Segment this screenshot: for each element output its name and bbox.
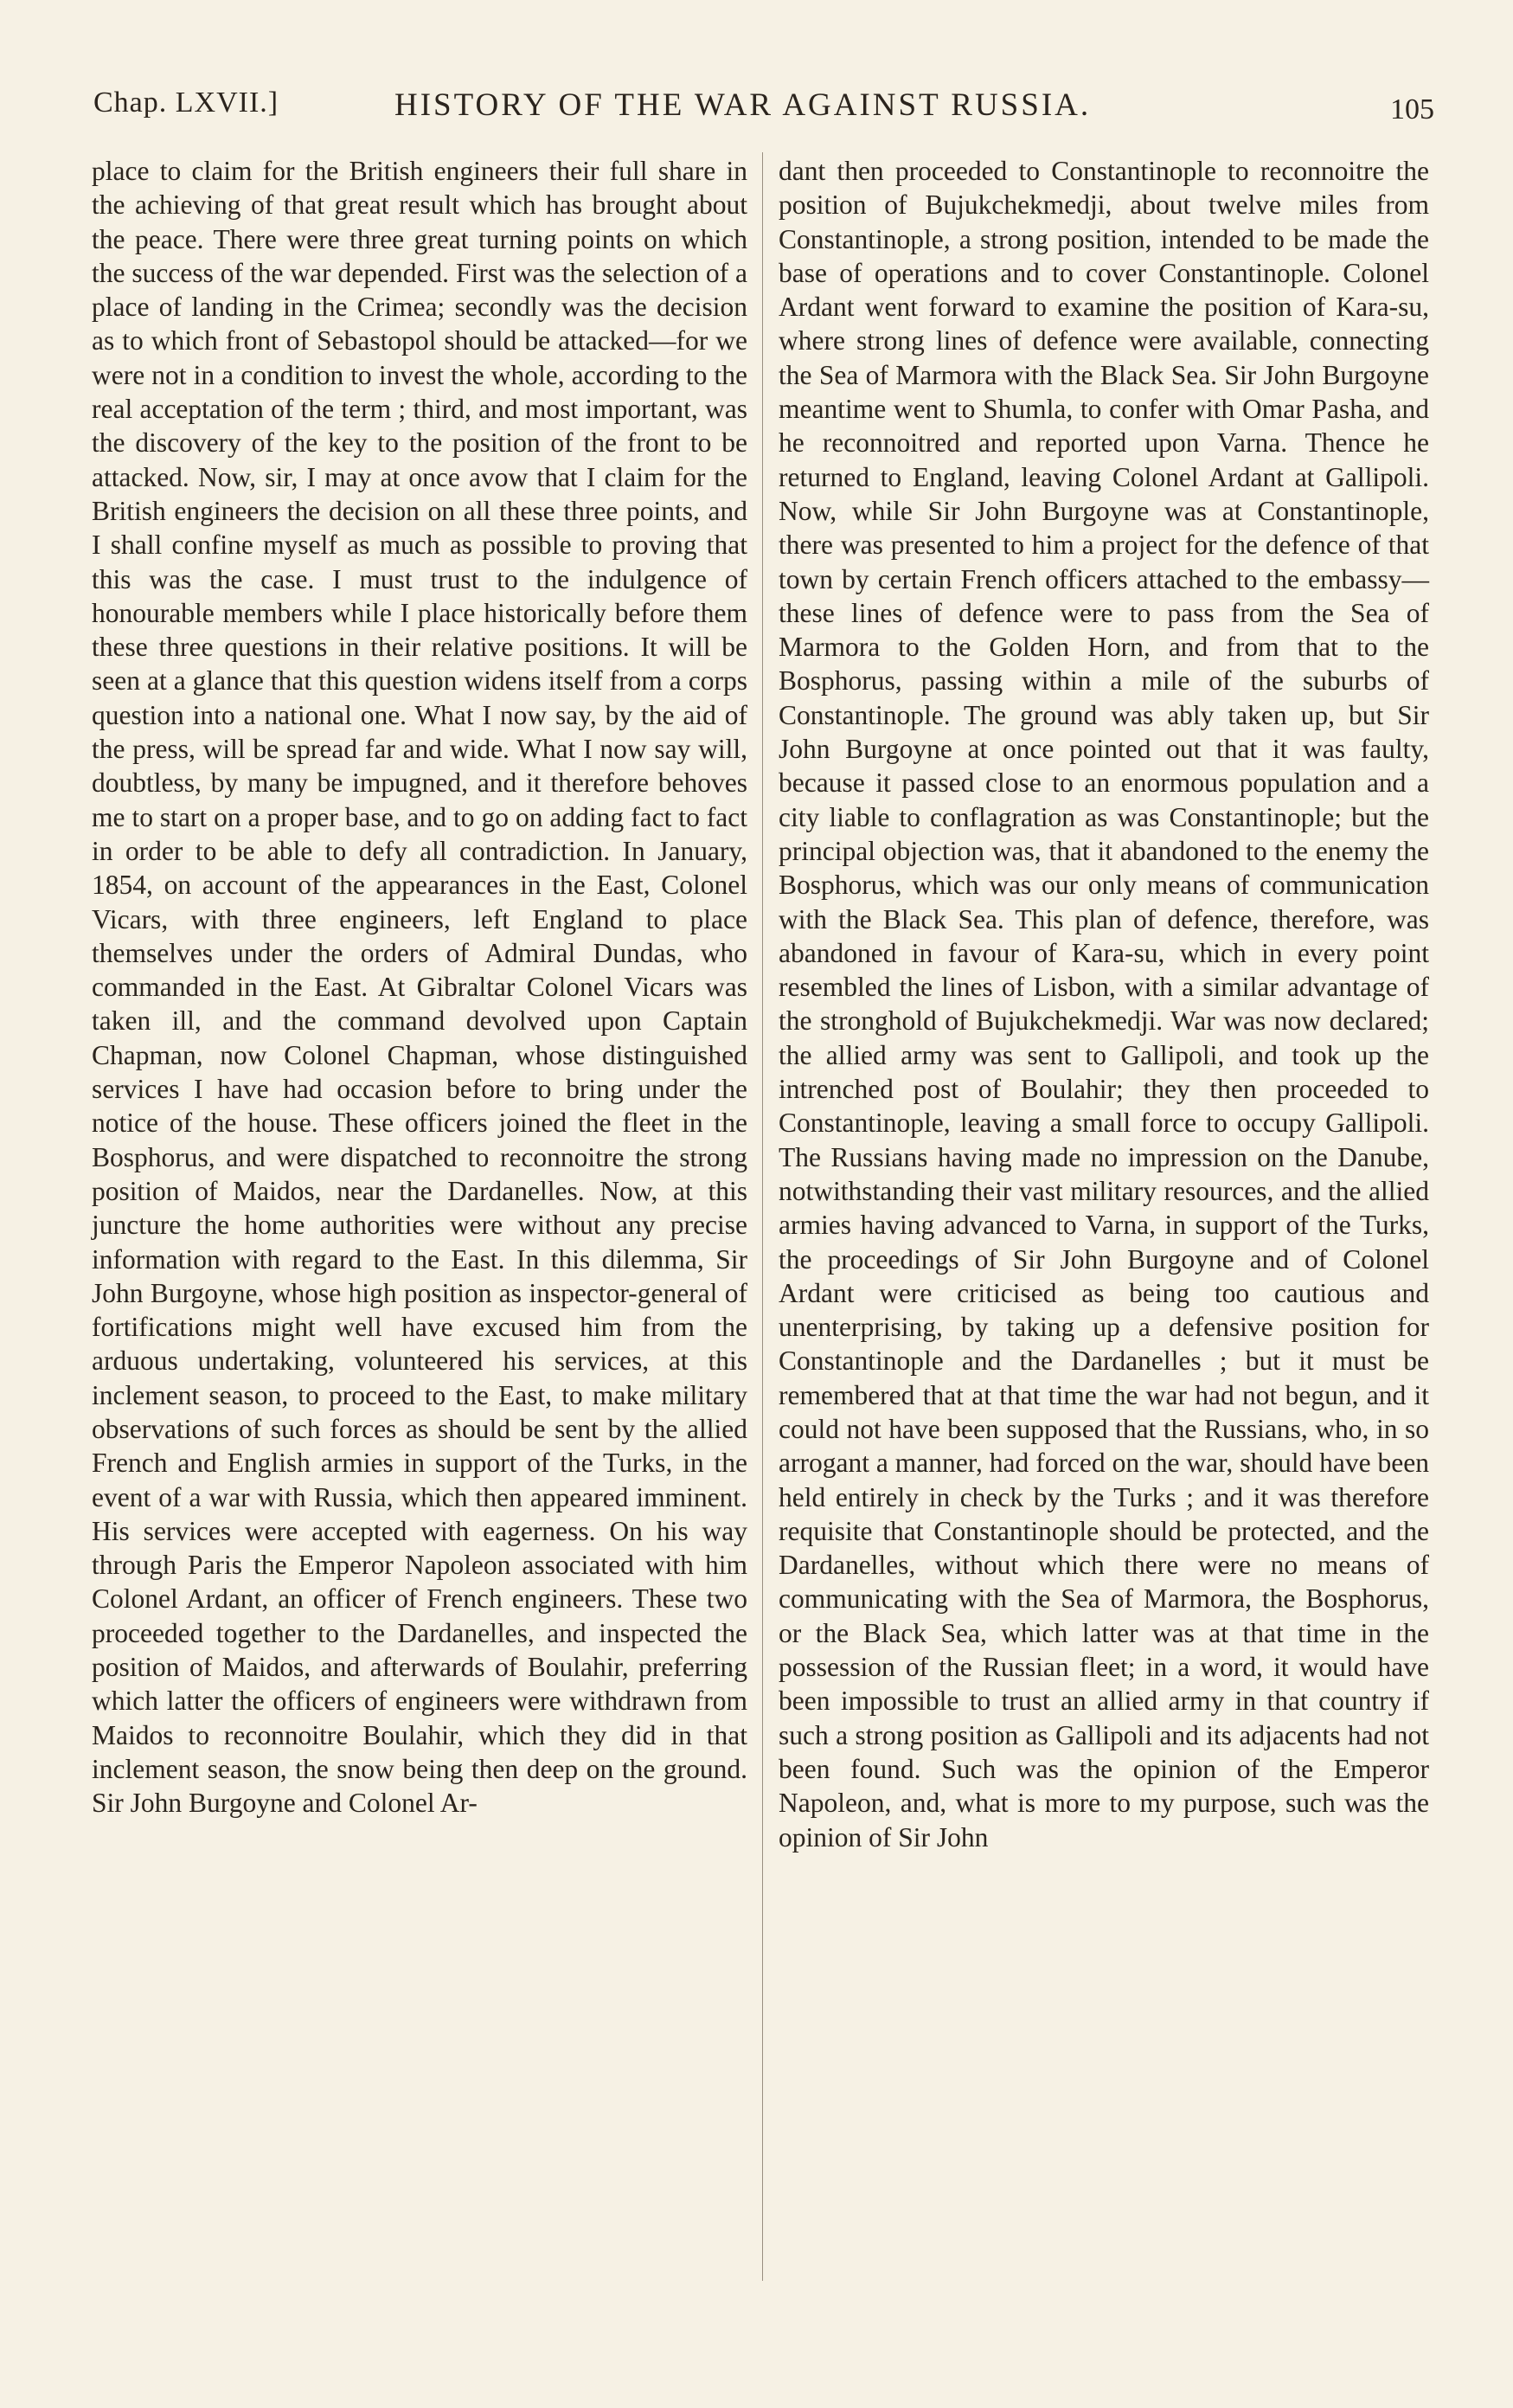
chapter-label: Chap. LXVII.] xyxy=(93,87,279,119)
left-column xyxy=(92,154,747,1820)
column-divider xyxy=(762,152,763,2281)
right-column xyxy=(779,154,1429,1854)
right-column-text: dant then proceeded to Constantinople to reconnoitre the position of Bujukchekmedji, about twelve miles from Constantinople, a strong position, intended to be made the base of operations and to cover Constantinople. Colonel Ardant went forward to examine the position of Kara-su, where strong lines of defence were available, connecting the Sea of Marmora with the Black Sea. Sir John Burgoyne meantime went to Shumla, to confer with Omar Pasha, and he reconnoitred and reported upon Varna. Thence he returned to England, leaving Colonel Ardant at Gallipoli. Now, while Sir John Burgoyne was at Constantinople, there was presented to him a project for the defence of that town by certain French officers attached to the embassy—these lines of defence were to pass from the Sea of Marmora to the Golden Horn, and from that to the Bosphorus, passing within a mile of the suburbs of Constantinople. The ground was ably taken up, but Sir John Burgoyne at once pointed out that it was faulty, because it passed close to an enormous population and a city liable to conflagration as was Constantinople; but the principal objection was, that it abandoned to the enemy the Bosphorus, which was our only means of communication with the Black Sea. This plan of defence, therefore, was abandoned in favour of Kara-su, which in every point resembled the lines of Lisbon, with a similar advantage of the stronghold of Bujukchekmedji. War was now declared; the allied army was sent to Gallipoli, and took up the intrenched post of Boulahir; they then proceeded to Constantinople, leaving a small force to occupy Gallipoli. The Russians having made no impression on the Danube, notwithstanding their vast military resources, and the allied armies having advanced to Varna, in support of the Turks, the proceedings of Sir John Burgoyne and of Colonel Ardant were criticised as being too cautious and unenterprising, by taking up a defensive position for Constantinople and the Dardanelles ; but it must be remembered that at that time the war had not begun, and it could not have been supposed that the Russians, who, in so arrogant a manner, had forced on the war, should have been held entirely in check by the Turks ; and it was therefore requisite that Constantinople should be protected, and the Dardanelles, without which there were no means of communicating with the Sea of Marmora, the Bosphorus, or the Black Sea, which latter was at that time in the possession of the Russian fleet; in a word, it would have been impossible to trust an allied army in that country if such a strong position as Gallipoli and its adjacents had not been found. Such was the opinion of the Emperor Napoleon, and, what is more to my purpose, such was the opinion of Sir John xyxy=(779,156,1429,1853)
running-title: HISTORY OF THE WAR AGAINST RUSSIA. xyxy=(394,87,1092,123)
left-column-text: place to claim for the British engineers their full share in the achieving of that great result which has brought about the peace. There were three great turning points on which the success of the war depended. First was the selection of a place of landing in the Crimea; secondly was the decision as to which front of Sebastopol should be attacked—for we were not in a condition to invest the whole, according to the real acceptation of the term ; third, and most important, was the discovery of the key to the position of the front to be attacked. Now, sir, I may at once avow that I claim for the British engineers the decision on all these three points, and I shall confine myself as much as possible to proving that this was the case. I must trust to the indulgence of honourable members while I place historically before them these three questions in their relative positions. It will be seen at a glance that this question widens itself from a corps question into a national one. What I now say, by the aid of the press, will be spread far and wide. What I now say will, doubtless, by many be impugned, and it therefore behoves me to start on a proper base, and to go on adding fact to fact in order to be able to defy all contradiction. In January, 1854, on account of the appearances in the East, Colonel Vicars, with three engineers, left England to place themselves under the orders of Admiral Dundas, who commanded in the East. At Gibraltar Colonel Vicars was taken ill, and the command devolved upon Captain Chapman, now Colonel Chapman, whose distinguished services I have had occasion before to bring under the notice of the house. These officers joined the fleet in the Bosphorus, and were dispatched to reconnoitre the strong position of Maidos, near the Dardanelles. Now, at this juncture the home authorities were without any precise information with regard to the East. In this dilemma, Sir John Burgoyne, whose high position as inspector-general of fortifications might well have excused him from the arduous undertaking, volunteered his services, at this inclement season, to proceed to the East, to make military observations of such forces as should be sent by the allied French and English armies in support of the Turks, in the event of a war with Russia, which then appeared imminent. His services were accepted with eagerness. On his way through Paris the Emperor Napoleon associated with him Colonel Ardant, an officer of French engineers. These two proceeded together to the Dardanelles, and inspected the position of Maidos, and afterwards of Boulahir, preferring which latter the officers of engineers were withdrawn from Maidos to reconnoitre Boulahir, which they did in that inclement season, the snow being then deep on the ground. Sir John Burgoyne and Colonel Ar- xyxy=(92,156,747,1819)
page-number: 105 xyxy=(1390,93,1434,125)
running-head xyxy=(93,87,1434,138)
